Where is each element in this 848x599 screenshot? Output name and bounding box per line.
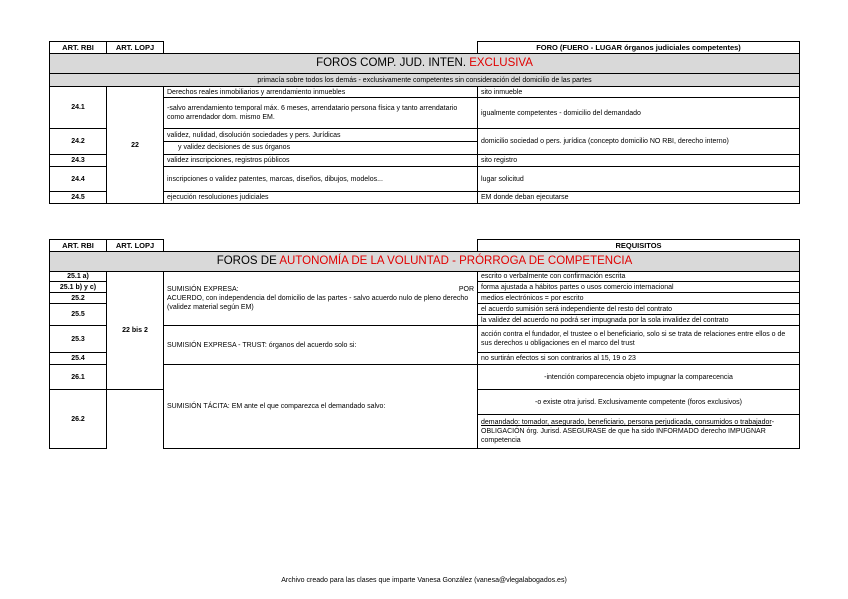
art-cell: 25.1 a) (50, 272, 107, 282)
text-line: ACUERDO, con independencia del domicilio de las partes - salvo acuerdo nulo de pleno derecho (validez material según EM) (167, 295, 469, 311)
sumision-expresa-cell (164, 272, 478, 326)
art-cell: 26.1 (50, 365, 107, 390)
text-cell: medios electrónicos = por escrito (478, 293, 800, 304)
text-cell: el acuerdo sumisión será independiente del resto del contrato (478, 304, 800, 315)
table-title: FOROS COMP. JUD. INTEN. EXCLUSIVA (50, 54, 800, 74)
header-foro: FORO (FUERO - LUGAR órganos judiciales competentes) (478, 42, 800, 54)
text-cell: no surtirán efectos si son contrarios al 15, 19 o 23 (478, 353, 800, 365)
header-art-rbi: ART. RBI (50, 42, 107, 54)
header-art-lopj: ART. LOPJ (107, 42, 164, 54)
lopj-cell: 22 (107, 87, 164, 204)
art-cell: 25.4 (50, 353, 107, 365)
header-art-rbi: ART. RBI (50, 240, 107, 252)
sumision-trust-cell: SUMISIÓN EXPRESA - TRUST: órganos del acuerdo solo si: (164, 326, 478, 365)
lopj-cell: 22 bis 2 (107, 272, 164, 390)
header-empty (164, 240, 478, 252)
text-cell: -salvo arrendamiento temporal máx. 6 meses, arrendatario persona física y tanto arrendatario como arrendador dom. mismo EM. (164, 98, 478, 129)
art-cell: 24.1 (50, 87, 107, 129)
text-line: SUMISIÓN EXPRESA: POR (167, 286, 474, 293)
header-empty (164, 42, 478, 54)
text-cell: domicilio sociedad o pers. jurídica (concepto domicilio NO RBI, derecho interno) (478, 129, 800, 155)
footer-credit: Archivo creado para las clases que imparte Vanesa González (vanesa@vlegalabogados.es) (281, 577, 567, 584)
text-line: validez, nulidad, disolución sociedades y pers. Jurídicas (164, 130, 477, 142)
art-cell: 24.5 (50, 192, 107, 204)
art-cell: 25.1 b) y c) (50, 282, 107, 293)
text-cell: ejecución resoluciones judiciales (164, 192, 478, 204)
text-cell (164, 129, 478, 155)
text-cell: -intención comparecencia objeto impugnar la comparecencia (478, 365, 800, 390)
text-cell: -o existe otra jurisd. Exclusivamente competente (foros exclusivos) (478, 390, 800, 415)
text-cell: la validez del acuerdo no podrá ser impugnada por la sola invalidez del contrato (478, 315, 800, 326)
art-cell: 25.5 (50, 304, 107, 326)
text-cell: validez inscripciones, registros públicos (164, 155, 478, 167)
art-cell: 24.4 (50, 167, 107, 192)
header-requisitos: REQUISITOS (478, 240, 800, 252)
spacer (107, 415, 164, 449)
header-art-lopj: ART. LOPJ (107, 240, 164, 252)
text-cell: demandado: tomador, asegurado, beneficiario, persona perjudicada, consumidos o trabajador- OBLIGACIÓN órg. Jurisd. ASEGURASE de que ha sido INFORMADO derecho IMPUGNAR competencia (478, 415, 800, 449)
text-cell: inscripciones o validez patentes, marcas, diseños, dibujos, modelos... (164, 167, 478, 192)
text-cell: lugar solicitud (478, 167, 800, 192)
table-subtitle: primacía sobre todos los demás - exclusivamente competentes sin consideración del domicilio de las partes (50, 74, 800, 87)
text-cell: sito registro (478, 155, 800, 167)
art-cell: 24.3 (50, 155, 107, 167)
text-cell: sito inmueble (478, 87, 800, 98)
art-cell: 26.2 (50, 390, 107, 449)
text-cell: forma ajustada a hábitos partes o usos comercio internacional (478, 282, 800, 293)
exclusive-forum-table (49, 41, 800, 204)
art-cell: 25.2 (50, 293, 107, 304)
text-cell: igualmente competentes - domicilio del demandado (478, 98, 800, 129)
sumision-tacita-cell: SUMISIÓN TÁCITA: EM ante el que comparezca el demandado salvo: (164, 365, 478, 449)
table-title: FOROS DE AUTONOMÍA DE LA VOLUNTAD - PRÓRROGA DE COMPETENCIA (50, 252, 800, 272)
art-cell: 25.3 (50, 326, 107, 353)
text-cell: Derechos reales inmobiliarios y arrendamiento inmuebles (164, 87, 478, 98)
art-cell: 24.2 (50, 129, 107, 155)
text-cell: acción contra el fundador, el trustee o el beneficiario, solo si se trata de relaciones entre ellos o de sus derechos u obligaciones en el marco del trust (478, 326, 800, 353)
autonomy-forum-table (49, 239, 800, 449)
spacer (107, 390, 164, 415)
text-cell: escrito o verbalmente con confirmación escrita (478, 272, 800, 282)
text-cell: EM donde deban ejecutarse (478, 192, 800, 204)
text-line: y validez decisiones de sus órganos (178, 144, 291, 151)
